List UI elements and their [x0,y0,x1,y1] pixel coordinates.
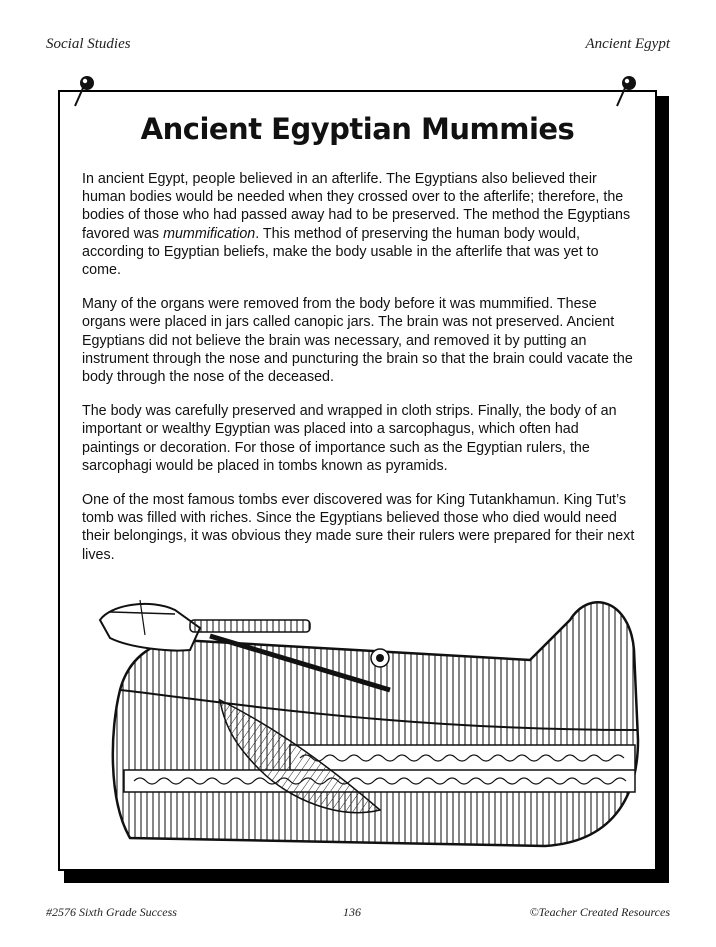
paragraph-2: Many of the organs were removed from the body before it was mummified. These organs were placed in jars called canopic jars. The brain was not preserved. Ancient Egyptians did not believe the brain was necessary, and removed it by putting an instrument through the nose and puncturing the brain so that the brain could vacate the body through the nose of the deceased. [82,296,633,386]
header-subject: Social Studies [46,36,131,52]
emphasis-term: mummification [163,225,256,242]
footer-copyright: ©Teacher Created Resources [529,905,670,919]
page-number: 136 [343,905,361,919]
push-pin-icon [72,74,98,110]
footer-book-id: #2576 Sixth Grade Success [46,905,177,919]
header-topic: Ancient Egypt [585,36,670,52]
push-pin-icon [614,74,640,110]
sarcophagus-illustration [90,580,650,860]
page-title: Ancient Egyptian Mummies [140,112,575,146]
paragraph-1: In ancient Egypt, people believed in an afterlife. The Egyptians also believed their human bodies would be needed when they crossed over to the afterlife; therefore, the bodies of those who had passed away had to be preserved. The method the Egyptians favored was mummification. This method of preserving the human body would, according to Egyptian beliefs, make the body usable in the afterlife that was yet to come. [82,171,631,279]
paragraph-3: The body was carefully preserved and wrapped in cloth strips. Finally, the body of an important or wealthy Egyptian was placed into a sarcophagus, which often had paintings or decoration. For those of importance such as the Egyptian rulers, the sarcophagi would be placed in tombs known as pyramids. [82,403,617,474]
paragraph-4: One of the most famous tombs ever discovered was for King Tutankhamun. King Tut’s tomb was filled with riches. Since the Egyptians believed those who died would need their belongings, it was obvious they made sure their rulers were prepared for their next lives. [82,492,635,563]
article-body [82,170,638,580]
